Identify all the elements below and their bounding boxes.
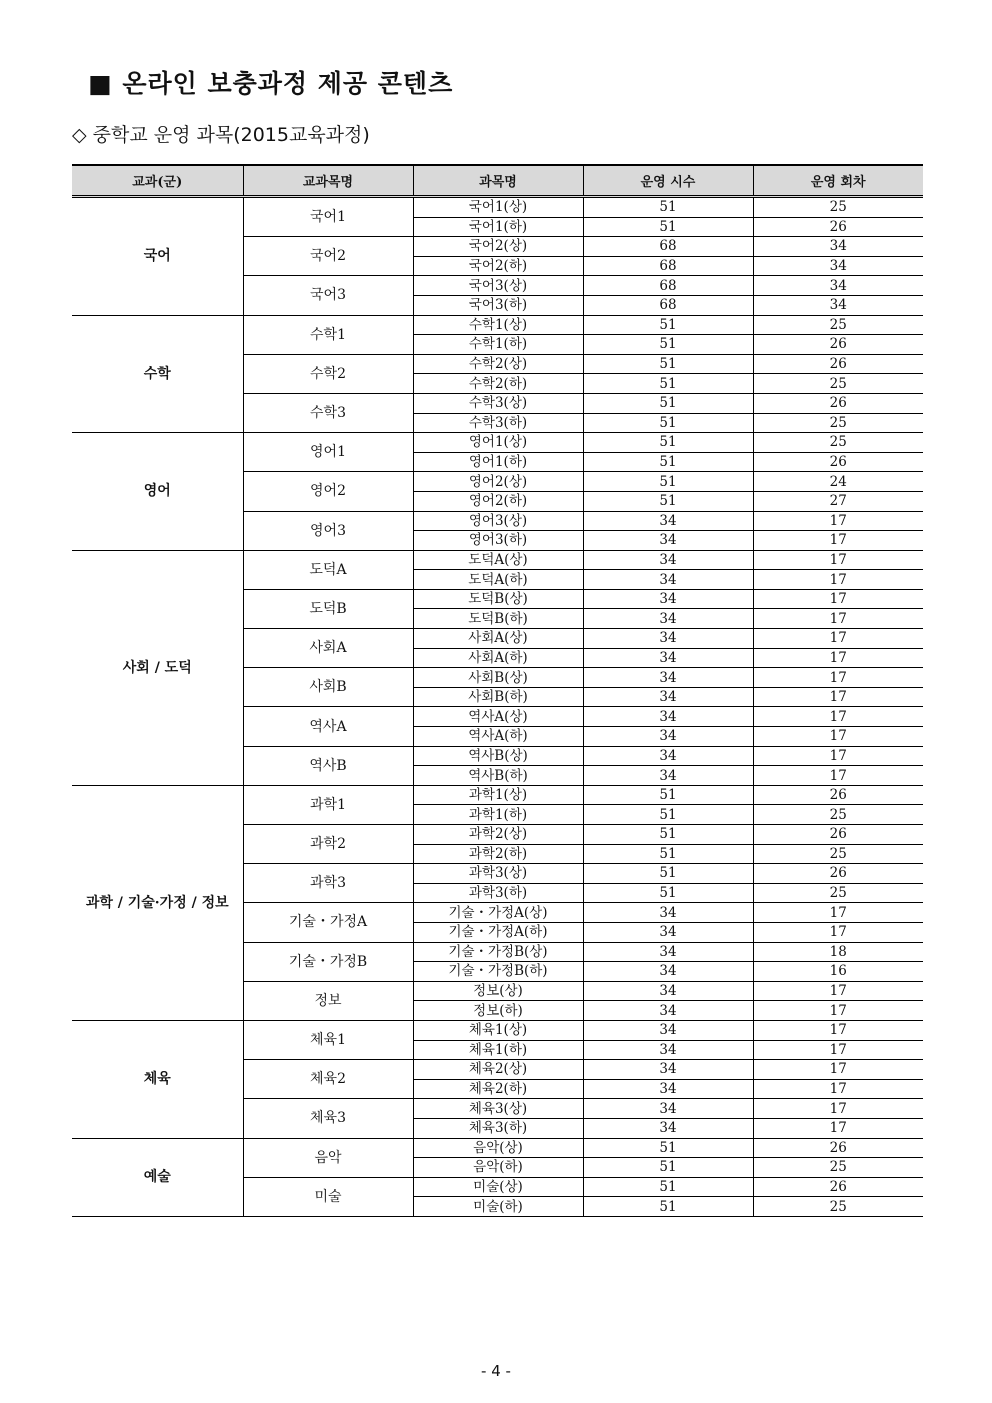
sessions-cell: 17	[753, 1099, 923, 1119]
hours-cell: 51	[583, 217, 753, 237]
sessions-cell: 17	[753, 903, 923, 923]
sessions-cell: 17	[753, 746, 923, 766]
course-name-cell: 역사A(하)	[413, 727, 583, 747]
hours-cell: 34	[583, 531, 753, 551]
course-name-cell: 체육1(하)	[413, 1040, 583, 1060]
course-name-cell: 영어1(상)	[413, 433, 583, 453]
course-name-cell: 기술・가정B(하)	[413, 962, 583, 982]
sessions-cell: 26	[753, 335, 923, 355]
course-name-cell: 영어1(하)	[413, 452, 583, 472]
hours-cell: 34	[583, 727, 753, 747]
course-name-cell: 체육3(상)	[413, 1099, 583, 1119]
sessions-cell: 17	[753, 1079, 923, 1099]
header-subject-group: 교과(군)	[72, 165, 243, 197]
hours-cell: 51	[583, 413, 753, 433]
sessions-cell: 25	[753, 197, 923, 218]
sessions-cell: 25	[753, 315, 923, 335]
hours-cell: 51	[583, 491, 753, 511]
sessions-cell: 17	[753, 648, 923, 668]
subject-group-cell: 국어	[72, 197, 243, 316]
subject-group-cell: 영어	[72, 433, 243, 551]
sessions-cell: 25	[753, 805, 923, 825]
hours-cell: 51	[583, 844, 753, 864]
course-name-cell: 국어1(하)	[413, 217, 583, 237]
hours-cell: 34	[583, 942, 753, 962]
subject-group-cell: 과학 / 기술·가정 / 정보	[72, 785, 243, 1020]
subject-name-cell: 국어1	[243, 197, 413, 237]
hours-cell: 51	[583, 472, 753, 492]
subject-name-cell: 과학1	[243, 785, 413, 824]
header-hours: 운영 시수	[583, 165, 753, 197]
subject-name-cell: 체육2	[243, 1060, 413, 1099]
hours-cell: 34	[583, 1020, 753, 1040]
sessions-cell: 18	[753, 942, 923, 962]
hours-cell: 34	[583, 511, 753, 531]
subject-name-cell: 과학2	[243, 825, 413, 864]
course-name-cell: 미술(상)	[413, 1177, 583, 1197]
subject-name-cell: 음악	[243, 1138, 413, 1177]
table-row	[72, 433, 923, 453]
sessions-cell: 16	[753, 962, 923, 982]
hours-cell: 51	[583, 805, 753, 825]
hours-cell: 51	[583, 785, 753, 805]
curriculum-table	[72, 164, 923, 1217]
sessions-cell: 25	[753, 433, 923, 453]
hours-cell: 34	[583, 1099, 753, 1119]
subject-name-cell: 미술	[243, 1177, 413, 1216]
sessions-cell: 26	[753, 1177, 923, 1197]
course-name-cell: 과학1(하)	[413, 805, 583, 825]
hours-cell: 51	[583, 864, 753, 884]
subject-name-cell: 영어1	[243, 433, 413, 472]
subject-name-cell: 도덕A	[243, 550, 413, 589]
header-sessions: 운영 회차	[753, 165, 923, 197]
hours-cell: 34	[583, 570, 753, 590]
hours-cell: 68	[583, 276, 753, 296]
sessions-cell: 26	[753, 864, 923, 884]
course-name-cell: 음악(상)	[413, 1138, 583, 1158]
sessions-cell: 26	[753, 393, 923, 413]
subject-name-cell: 영어2	[243, 472, 413, 511]
course-name-cell: 사회A(상)	[413, 629, 583, 649]
course-name-cell: 사회B(상)	[413, 668, 583, 688]
sessions-cell: 17	[753, 629, 923, 649]
sessions-cell: 34	[753, 256, 923, 276]
sessions-cell: 17	[753, 922, 923, 942]
hours-cell: 51	[583, 315, 753, 335]
hours-cell: 34	[583, 962, 753, 982]
sessions-cell: 34	[753, 276, 923, 296]
hours-cell: 34	[583, 648, 753, 668]
course-name-cell: 수학3(상)	[413, 393, 583, 413]
subject-group-cell: 사회 / 도덕	[72, 550, 243, 785]
course-name-cell: 수학2(하)	[413, 374, 583, 394]
course-name-cell: 영어2(상)	[413, 472, 583, 492]
hours-cell: 51	[583, 1197, 753, 1217]
course-name-cell: 수학2(상)	[413, 354, 583, 374]
course-name-cell: 수학3(하)	[413, 413, 583, 433]
hours-cell: 34	[583, 1060, 753, 1080]
table-row	[72, 550, 923, 570]
course-name-cell: 역사B(하)	[413, 766, 583, 786]
hours-cell: 51	[583, 825, 753, 845]
subject-name-cell: 수학2	[243, 354, 413, 393]
sessions-cell: 17	[753, 531, 923, 551]
sessions-cell: 25	[753, 413, 923, 433]
sessions-cell: 17	[753, 511, 923, 531]
course-name-cell: 영어3(상)	[413, 511, 583, 531]
sessions-cell: 26	[753, 1138, 923, 1158]
subject-name-cell: 국어3	[243, 276, 413, 315]
subject-name-cell: 영어3	[243, 511, 413, 550]
hours-cell: 34	[583, 609, 753, 629]
course-name-cell: 체육1(상)	[413, 1020, 583, 1040]
subject-name-cell: 사회A	[243, 629, 413, 668]
subject-group-cell: 수학	[72, 315, 243, 433]
hours-cell: 34	[583, 746, 753, 766]
page-title: ■ 온라인 보충과정 제공 콘텐츠	[88, 69, 454, 98]
sessions-cell: 34	[753, 295, 923, 315]
hours-cell: 34	[583, 550, 753, 570]
subject-group-cell: 체육	[72, 1020, 243, 1138]
course-name-cell: 과학1(상)	[413, 785, 583, 805]
course-name-cell: 영어3(하)	[413, 531, 583, 551]
hours-cell: 34	[583, 707, 753, 727]
subject-name-cell: 사회B	[243, 668, 413, 707]
course-name-cell: 도덕B(하)	[413, 609, 583, 629]
sessions-cell: 26	[753, 785, 923, 805]
hours-cell: 34	[583, 922, 753, 942]
sessions-cell: 26	[753, 354, 923, 374]
hours-cell: 34	[583, 629, 753, 649]
page-number: - 4 -	[481, 1362, 511, 1380]
sessions-cell: 25	[753, 1197, 923, 1217]
sessions-cell: 26	[753, 452, 923, 472]
subject-group-cell: 예술	[72, 1138, 243, 1216]
course-name-cell: 국어1(상)	[413, 197, 583, 218]
sessions-cell: 24	[753, 472, 923, 492]
sessions-cell: 25	[753, 883, 923, 903]
header-course-name: 과목명	[413, 165, 583, 197]
hours-cell: 51	[583, 197, 753, 218]
sessions-cell: 25	[753, 374, 923, 394]
table-row	[72, 197, 923, 218]
table-body	[72, 197, 923, 1217]
hours-cell: 34	[583, 668, 753, 688]
sessions-cell: 17	[753, 570, 923, 590]
sessions-cell: 34	[753, 237, 923, 257]
sessions-cell: 17	[753, 707, 923, 727]
hours-cell: 68	[583, 256, 753, 276]
hours-cell: 51	[583, 433, 753, 453]
table-row	[72, 1138, 923, 1158]
course-name-cell: 체육2(하)	[413, 1079, 583, 1099]
subject-name-cell: 정보	[243, 981, 413, 1020]
hours-cell: 34	[583, 589, 753, 609]
course-name-cell: 미술(하)	[413, 1197, 583, 1217]
sessions-cell: 25	[753, 844, 923, 864]
course-name-cell: 기술・가정A(하)	[413, 922, 583, 942]
course-name-cell: 체육3(하)	[413, 1118, 583, 1138]
hours-cell: 34	[583, 1118, 753, 1138]
course-name-cell: 기술・가정B(상)	[413, 942, 583, 962]
sessions-cell: 27	[753, 491, 923, 511]
hours-cell: 34	[583, 1079, 753, 1099]
hours-cell: 34	[583, 766, 753, 786]
hours-cell: 51	[583, 354, 753, 374]
subject-name-cell: 국어2	[243, 237, 413, 276]
sessions-cell: 17	[753, 1001, 923, 1021]
course-name-cell: 도덕B(상)	[413, 589, 583, 609]
hours-cell: 51	[583, 393, 753, 413]
hours-cell: 51	[583, 1138, 753, 1158]
course-name-cell: 과학2(하)	[413, 844, 583, 864]
sessions-cell: 25	[753, 1158, 923, 1178]
course-name-cell: 도덕A(하)	[413, 570, 583, 590]
hours-cell: 34	[583, 903, 753, 923]
hours-cell: 68	[583, 295, 753, 315]
hours-cell: 34	[583, 1040, 753, 1060]
sessions-cell: 17	[753, 1118, 923, 1138]
sessions-cell: 17	[753, 550, 923, 570]
hours-cell: 51	[583, 452, 753, 472]
section-subtitle: ◇ 중학교 운영 과목(2015교육과정)	[72, 124, 370, 146]
subject-name-cell: 수학3	[243, 393, 413, 432]
course-name-cell: 국어3(하)	[413, 295, 583, 315]
hours-cell: 34	[583, 981, 753, 1001]
table-row	[72, 785, 923, 805]
course-name-cell: 수학1(하)	[413, 335, 583, 355]
course-name-cell: 영어2(하)	[413, 491, 583, 511]
sessions-cell: 17	[753, 668, 923, 688]
subject-name-cell: 과학3	[243, 864, 413, 903]
table-row	[72, 315, 923, 335]
course-name-cell: 과학3(하)	[413, 883, 583, 903]
sessions-cell: 17	[753, 687, 923, 707]
hours-cell: 51	[583, 1158, 753, 1178]
sessions-cell: 17	[753, 766, 923, 786]
course-name-cell: 음악(하)	[413, 1158, 583, 1178]
subject-name-cell: 기술・가정B	[243, 942, 413, 981]
sessions-cell: 17	[753, 609, 923, 629]
header-subject-name: 교과목명	[243, 165, 413, 197]
subject-name-cell: 역사B	[243, 746, 413, 785]
subject-name-cell: 체육3	[243, 1099, 413, 1138]
sessions-cell: 17	[753, 589, 923, 609]
subject-name-cell: 수학1	[243, 315, 413, 354]
hours-cell: 34	[583, 1001, 753, 1021]
sessions-cell: 17	[753, 981, 923, 1001]
hours-cell: 51	[583, 374, 753, 394]
course-name-cell: 역사A(상)	[413, 707, 583, 727]
course-name-cell: 정보(상)	[413, 981, 583, 1001]
subject-name-cell: 체육1	[243, 1020, 413, 1059]
subject-name-cell: 도덕B	[243, 589, 413, 628]
hours-cell: 68	[583, 237, 753, 257]
sessions-cell: 26	[753, 825, 923, 845]
course-name-cell: 사회B(하)	[413, 687, 583, 707]
course-name-cell: 국어2(상)	[413, 237, 583, 257]
subject-name-cell: 역사A	[243, 707, 413, 746]
hours-cell: 34	[583, 687, 753, 707]
sessions-cell: 17	[753, 727, 923, 747]
course-name-cell: 과학3(상)	[413, 864, 583, 884]
sessions-cell: 17	[753, 1040, 923, 1060]
course-name-cell: 역사B(상)	[413, 746, 583, 766]
course-name-cell: 도덕A(상)	[413, 550, 583, 570]
table-row	[72, 1020, 923, 1040]
sessions-cell: 17	[753, 1020, 923, 1040]
sessions-cell: 17	[753, 1060, 923, 1080]
hours-cell: 51	[583, 1177, 753, 1197]
course-name-cell: 사회A(하)	[413, 648, 583, 668]
table-header-row	[72, 165, 923, 197]
sessions-cell: 26	[753, 217, 923, 237]
course-name-cell: 체육2(상)	[413, 1060, 583, 1080]
course-name-cell: 국어3(상)	[413, 276, 583, 296]
course-name-cell: 국어2(하)	[413, 256, 583, 276]
subject-name-cell: 기술・가정A	[243, 903, 413, 942]
course-name-cell: 과학2(상)	[413, 825, 583, 845]
course-name-cell: 기술・가정A(상)	[413, 903, 583, 923]
hours-cell: 51	[583, 883, 753, 903]
hours-cell: 51	[583, 335, 753, 355]
course-name-cell: 수학1(상)	[413, 315, 583, 335]
course-name-cell: 정보(하)	[413, 1001, 583, 1021]
